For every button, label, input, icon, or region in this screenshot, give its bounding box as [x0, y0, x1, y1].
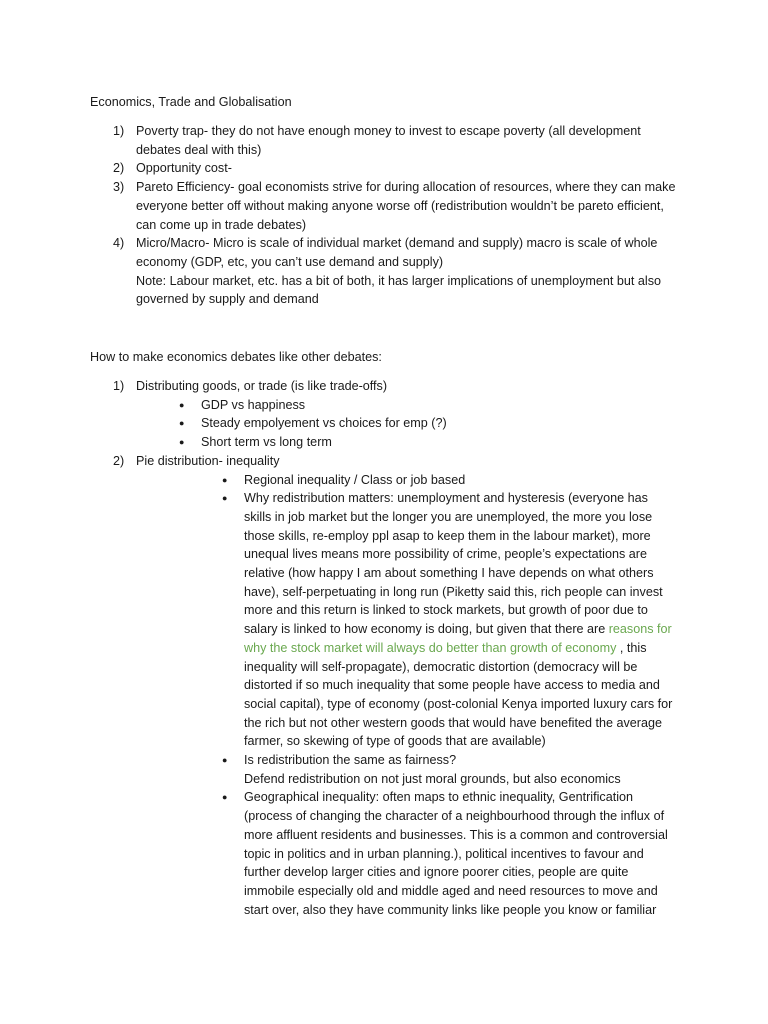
- bullet-text: Is redistribution the same as fairness?: [244, 753, 457, 768]
- item-text: Pie distribution- inequality: [136, 453, 280, 468]
- item-number: 2): [113, 161, 125, 176]
- item-text: Opportunity cost-: [136, 161, 232, 176]
- bullet-icon: ●: [179, 418, 185, 429]
- item-number: 1): [113, 379, 125, 393]
- bullet-icon: ●: [179, 399, 185, 410]
- bullet-icon: ●: [179, 437, 185, 448]
- item-text: Micro/Macro- Micro is scale of individual market (demand and supply) macro is scale of whole economy (GDP, etc, you can’t use demand and supply): [136, 236, 658, 269]
- definitions-list: [0, 122, 768, 309]
- bullet-text-continued: , this inequality will self-propagate), democratic distortion (democracy will be distorted if so much inequality that some people have access to media and social capital), type of economy (post-colonial Kenya imported luxury cars for the rich but not other western goods that would have benefited the average farmer, so skewing of type of goods that are available): [244, 640, 673, 749]
- debate-approaches-list: [0, 377, 768, 919]
- bullet-icon: ●: [222, 493, 228, 504]
- item-number: 3): [113, 180, 125, 195]
- sub-bullet-list: [136, 471, 674, 920]
- bullet-icon: ●: [222, 474, 228, 485]
- item-note: Note: Labour market, etc. has a bit of both, it has larger implications of unemployment but also governed by supply and demand: [136, 273, 662, 307]
- bullet-item: [179, 433, 676, 452]
- item-number: 1): [113, 124, 125, 138]
- bullet-text: Regional inequality / Class or job based: [244, 472, 466, 487]
- bullet-text: Geographical inequality: often maps to ethnic inequality, Gentrification (process of changing the character of a neighbourhood through the influx of more affluent residents and businesses. This is a common and controversial topic in politics and in urban planning.), political incentives to favour and further develop larger cities and ignore poorer cities, people are quite immobile especially old and middle aged and need resources to move and start over, also they have community links like people you know or familiar: [244, 790, 668, 917]
- bullet-text: GDP vs happiness: [201, 397, 306, 412]
- item-number: 4): [113, 236, 125, 251]
- bullet-item: [179, 414, 676, 433]
- bullet-item: [222, 489, 674, 751]
- list-item: [0, 159, 676, 178]
- list-item: [0, 178, 676, 234]
- bullet-icon: ●: [222, 792, 228, 803]
- highlighted-link[interactable]: reasons for why the stock market will always do better than growth of economy: [244, 622, 672, 655]
- list-item: [0, 234, 676, 309]
- bullet-text: Steady empolyement vs choices for emp (?): [201, 416, 447, 431]
- bullet-note: Defend redistribution on not just moral grounds, but also economics: [244, 771, 621, 786]
- list-item: [0, 452, 676, 920]
- document-title: Economics, Trade and Globalisation: [90, 95, 292, 109]
- item-text: Pareto Efficiency- goal economists strive for during allocation of resources, where they can make everyone better off without making anyone worse off (redistribution wouldn’t be pareto efficient, can come up in trade debates): [136, 180, 676, 232]
- bullet-item: [222, 751, 674, 788]
- bullet-text: Why redistribution matters: unemployment and hysteresis (everyone has skills in job market but the longer you are unemployed, the more you lose those skills, re-employ ppl asap to keep them in the labour market), more unequal lives means more possibility of crime, people’s expectations are relative (how happy I am about something I have depends on what others have), self-perpetuating in long run (Piketty said this, rich people can invest more and this return is linked to stock markets, but growth of poor due to salary is linked to how economy is doing, but given that there are: [244, 491, 663, 637]
- item-text: Distributing goods, or trade (is like trade-offs): [136, 379, 388, 393]
- bullet-item: [222, 471, 674, 490]
- bullet-item: [222, 788, 674, 919]
- sub-bullet-list: [136, 396, 676, 452]
- bullet-item: [179, 396, 676, 415]
- list-item: [0, 122, 676, 159]
- item-text: Poverty trap- they do not have enough money to invest to escape poverty (all development debates deal with this): [136, 124, 641, 157]
- list-item: [0, 377, 676, 452]
- item-number: 2): [113, 453, 125, 468]
- bullet-icon: ●: [222, 755, 228, 766]
- bullet-text: Short term vs long term: [201, 435, 332, 450]
- section-heading: How to make economics debates like other debates:: [90, 350, 382, 364]
